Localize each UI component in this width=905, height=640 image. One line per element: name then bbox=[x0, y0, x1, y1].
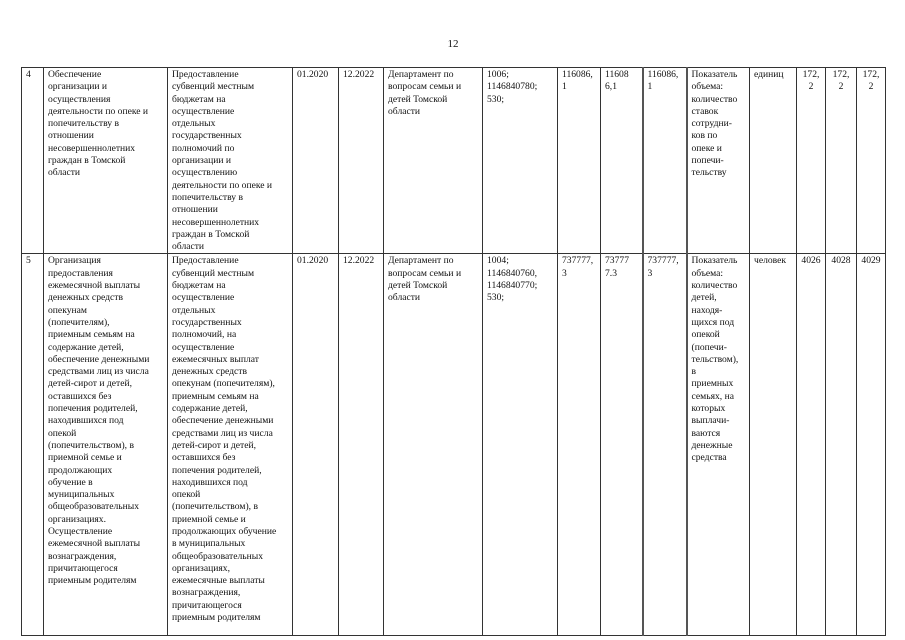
activity-description: Предоставление субвенций местным бюджетам на осуществление отдельных государственных полномочий по организации и осуществлению деятельности по опеке и попечительству в отношении несовершеннолетних граждан в Томской области bbox=[168, 68, 293, 254]
executor: Департамент по вопросам семьи и детей Томской области bbox=[384, 254, 483, 636]
value-1: 4026 bbox=[797, 254, 826, 636]
activity-name: Организация предоставления ежемесячной выплаты денежных средств опекунам (попечителям), приемным семьям на содержание детей, обеспечение денежными средствами лиц из числа детей-сирот и детей, оставшихся без попечения родителей, находившихся под опекой (попечительством), в приемной семье и продолжающих обучение в муниципальных общеобразовательных организациях. Осуществление ежемесячной выплаты вознаграждения, причитающегося приемным родителям bbox=[44, 254, 168, 636]
value-3: 4029 bbox=[857, 254, 886, 636]
start-date: 01.2020 bbox=[293, 68, 339, 254]
value-3: 172, 2 bbox=[857, 68, 886, 254]
budget-codes: 1004; 1146840760, 1146840770; 530; bbox=[483, 254, 558, 636]
activity-description: Предоставление субвенций местным бюджетам на осуществление отдельных государственных полномочий, на осуществление ежемесячных выплат денежных средств опекунам (попечителям), приемным семьям на содержание детей, обеспечение денежными средствами лиц из числа детей-сирот и детей, оставшихся без попечения родителей, находившихся под опекой (попечительством), в приемной семье и продолжающих обучение в муниципальных общеобразовательных организациях, ежемесячные выплаты вознаграждения, причитающегося приемным родителям bbox=[168, 254, 293, 636]
amount-3: 116086, 1 bbox=[643, 68, 687, 254]
amount-1: 116086, 1 bbox=[558, 68, 601, 254]
indicator: Показатель объема: количество ставок сотрудни- ков по опеке и попечи- тельству bbox=[687, 68, 750, 254]
budget-codes: 1006; 1146840780; 530; bbox=[483, 68, 558, 254]
table-row bbox=[22, 254, 886, 636]
end-date: 12.2022 bbox=[339, 68, 384, 254]
unit: человек bbox=[750, 254, 797, 636]
table-row bbox=[22, 68, 886, 254]
activity-name: Обеспечение организации и осуществления деятельности по опеке и попечительству в отношении несовершеннолетних граждан в Томской области bbox=[44, 68, 168, 254]
program-activities-table bbox=[21, 67, 886, 636]
amount-3: 737777, 3 bbox=[643, 254, 687, 636]
value-2: 172, 2 bbox=[826, 68, 857, 254]
value-2: 4028 bbox=[826, 254, 857, 636]
row-number: 5 bbox=[22, 254, 44, 636]
indicator: Показатель объема: количество детей, находя- щихся под опекой (попечи- тельством), в приемных семьях, на которых выплачи- ваются денежные средства bbox=[687, 254, 750, 636]
amount-2: 73777 7.3 bbox=[601, 254, 643, 636]
amount-2: 11608 6,1 bbox=[601, 68, 643, 254]
page-number: 12 bbox=[447, 38, 459, 50]
start-date: 01.2020 bbox=[293, 254, 339, 636]
end-date: 12.2022 bbox=[339, 254, 384, 636]
row-number: 4 bbox=[22, 68, 44, 254]
unit: единиц bbox=[750, 68, 797, 254]
amount-1: 737777, 3 bbox=[558, 254, 601, 636]
value-1: 172, 2 bbox=[797, 68, 826, 254]
executor: Департамент по вопросам семьи и детей Томской области bbox=[384, 68, 483, 254]
